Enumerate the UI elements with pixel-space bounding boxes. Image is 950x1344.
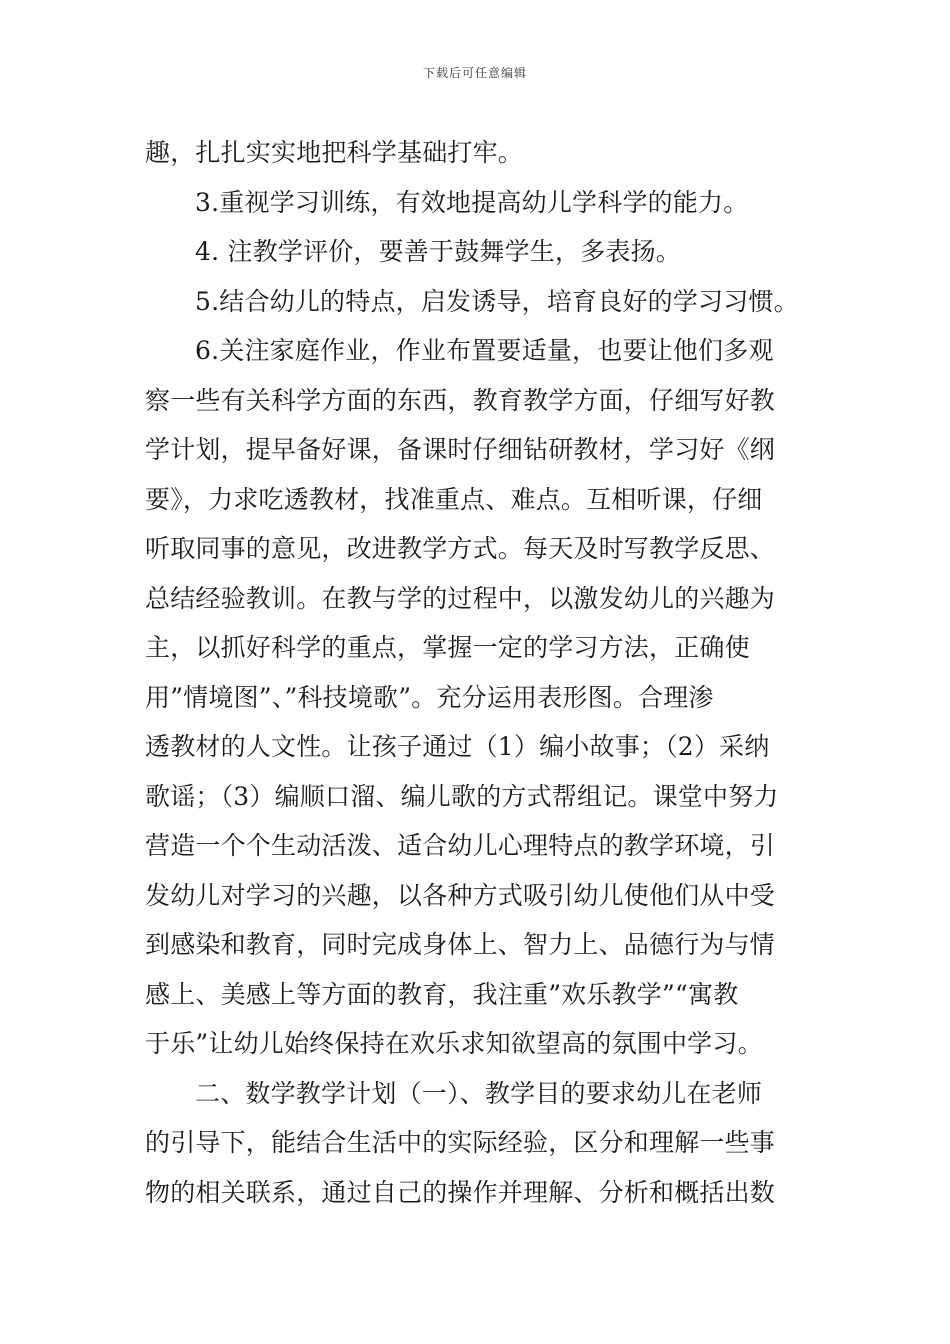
text-line: 用”情境图”、”科技境歌”。充分运用表形图。合理渗 (145, 682, 714, 712)
text-line: 营造一个个生动活泼、适合幼儿心理特点的教学环境，引 (145, 831, 776, 860)
text-line: 主，以抓好科学的重点，掌握一定的学习方法，正确使 (145, 633, 750, 662)
document-body (145, 128, 810, 1217)
text-line: 听取同事的意见，改进教学方式。每天及时写教学反思、 (145, 534, 776, 563)
text-line: 学计划，提早备好课，备课时仔细钻研教材，学习好《纲 (145, 435, 776, 464)
text-line: 发幼儿对学习的兴趣，以各种方式吸引幼儿使他们从中受 (145, 880, 776, 910)
section-heading-line: 二、数学教学计划（一）、教学目的要求幼儿在老师 (195, 1078, 763, 1108)
text-line: 透教材的人文性。让孩子通过（1）编小故事；（2）采纳 (145, 732, 770, 761)
text-line: 歌谣；（3）编顺口溜、编儿歌的方式帮组记。课堂中努力 (145, 781, 779, 811)
text-line: 感上、美感上等方面的教育，我注重”欢乐教学”“寓教 (145, 979, 739, 1009)
page-header-note: 下载后可任意编辑 (422, 66, 527, 80)
text-line: 到感染和教育，同时完成身体上、智力上、品德行为与情 (145, 930, 776, 959)
text-line: 察一些有关科学方面的东西，教育教学方面，仔细写好教 (145, 385, 776, 415)
text-line: 的引导下，能结合生活中的实际经验，区分和理解一些事 (145, 1128, 776, 1157)
list-item-4: 4. 注教学评价，要善于鼓舞学生，多表扬。 (195, 237, 682, 266)
text-line: 于乐”让幼儿始终保持在欢乐求知欲望高的氛围中学习。 (145, 1029, 763, 1058)
list-item-3: 3.重视学习训练，有效地提高幼儿学科学的能力。 (195, 187, 749, 217)
list-item-5: 5.结合幼儿的特点，启发诱导，培育良好的学习习惯。 (195, 286, 799, 316)
text-line: 物的相关联系，通过自己的操作并理解、分析和概括出数 (145, 1177, 776, 1207)
text-line: 趣，扎扎实实地把科学基础打牢。 (145, 138, 524, 167)
text-line: 要》，力求吃透教材，找准重点、难点。互相听课，仔细 (145, 484, 763, 514)
list-item-6: 6.关注家庭作业，作业布置要适量，也要让他们多观 (195, 336, 774, 365)
text-line: 总结经验教训。在教与学的过程中，以激发幼儿的兴趣为 (145, 583, 776, 613)
